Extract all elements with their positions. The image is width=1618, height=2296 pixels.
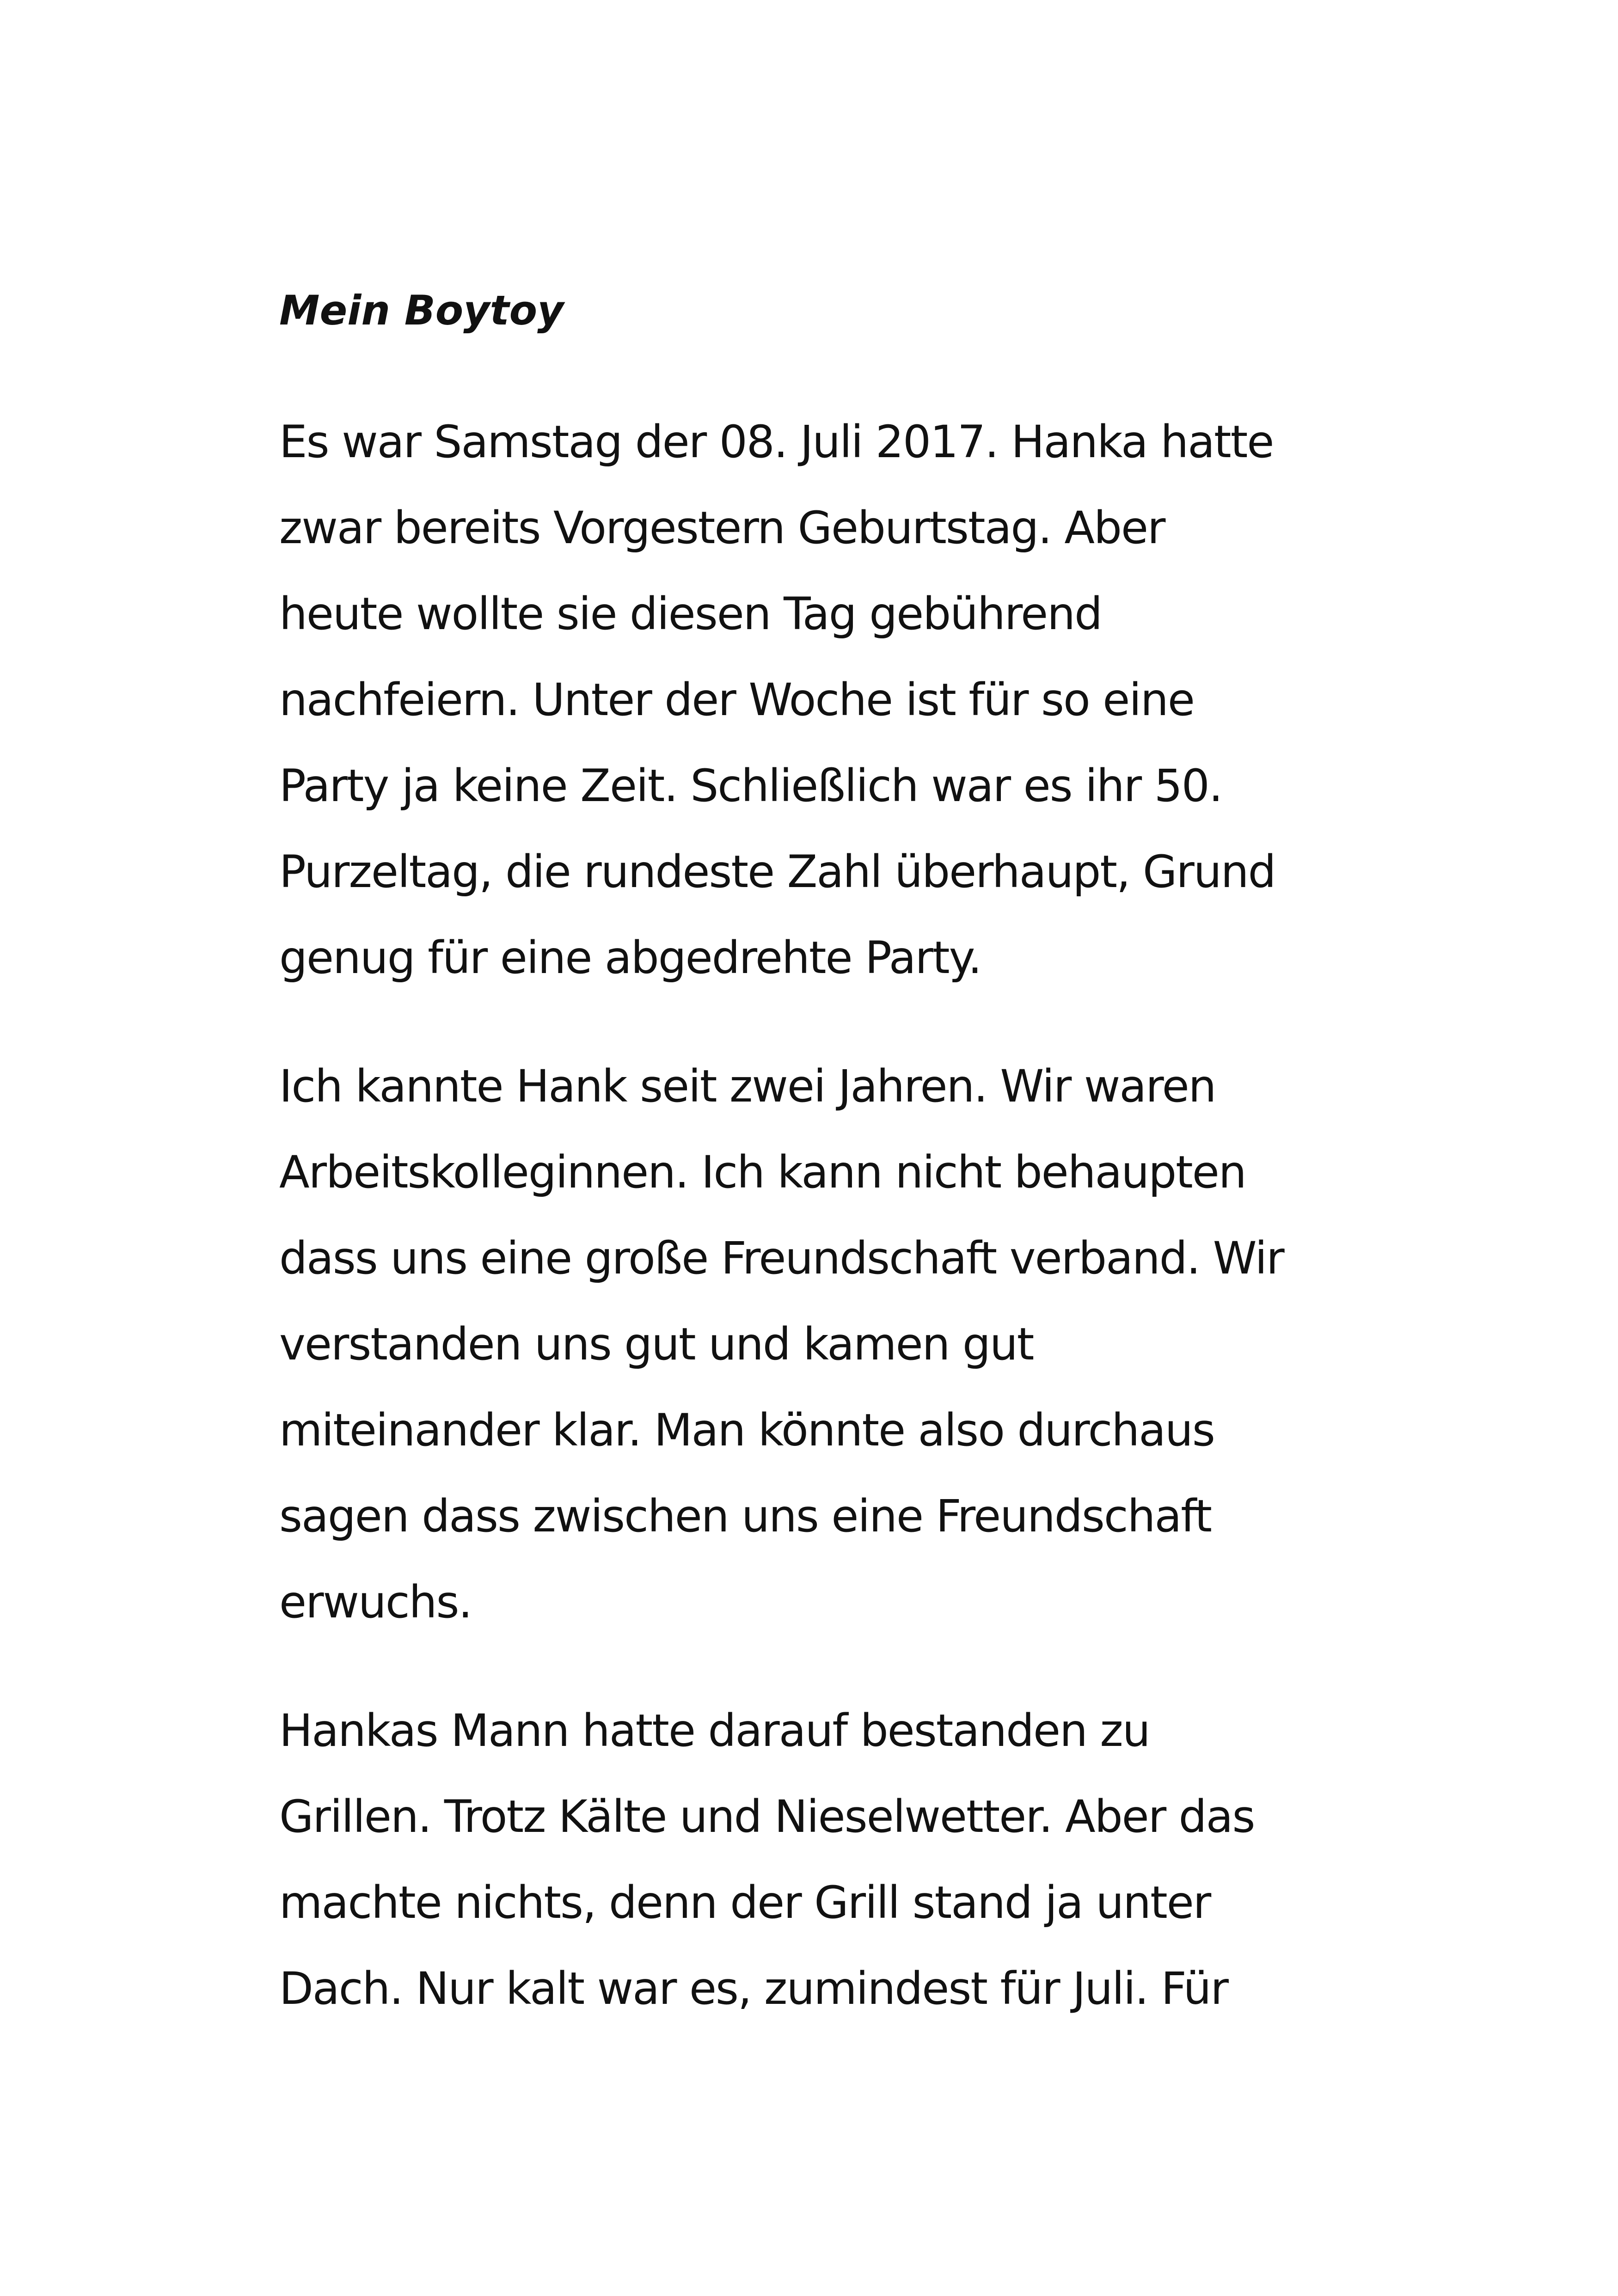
text-line: Grillen. Trotz Kälte und Nieselwetter. Aber das xyxy=(279,1791,1255,1843)
paragraph xyxy=(279,1043,1435,1645)
text-line: genug für eine abgedrehte Party. xyxy=(279,932,981,984)
text-line: Es war Samstag der 08. Juli 2017. Hanka hatte xyxy=(279,416,1274,468)
document-title: Mein Boytoy xyxy=(279,287,564,334)
text-line: Arbeitskolleginnen. Ich kann nicht behaupten xyxy=(279,1146,1246,1198)
text-line: zwar bereits Vorgestern Geburtstag. Aber xyxy=(279,502,1165,554)
text-line: verstanden uns gut und kamen gut xyxy=(279,1318,1034,1370)
text-line: dass uns eine große Freundschaft verband. Wir xyxy=(279,1232,1284,1284)
text-line: Party ja keine Zeit. Schließlich war es ihr 50. xyxy=(279,760,1222,812)
text-line: Purzeltag, die rundeste Zahl überhaupt, Grund xyxy=(279,846,1275,898)
paragraph xyxy=(279,1688,1435,2032)
text-line: heute wollte sie diesen Tag gebührend xyxy=(279,588,1102,640)
text-line: Hankas Mann hatte darauf bestanden zu xyxy=(279,1705,1150,1757)
text-line: erwuchs. xyxy=(279,1576,472,1628)
paragraph xyxy=(279,399,1435,1001)
text-line: miteinander klar. Man könnte also durchaus xyxy=(279,1404,1214,1456)
text-line: Ich kannte Hank seit zwei Jahren. Wir waren xyxy=(279,1060,1216,1112)
text-line: Dach. Nur kalt war es, zumindest für Juli. Für xyxy=(279,1963,1228,2014)
text-line: sagen dass zwischen uns eine Freundschaft xyxy=(279,1490,1212,1542)
text-line: nachfeiern. Unter der Woche ist für so eine xyxy=(279,674,1194,726)
text-line: machte nichts, denn der Grill stand ja unter xyxy=(279,1877,1211,1929)
